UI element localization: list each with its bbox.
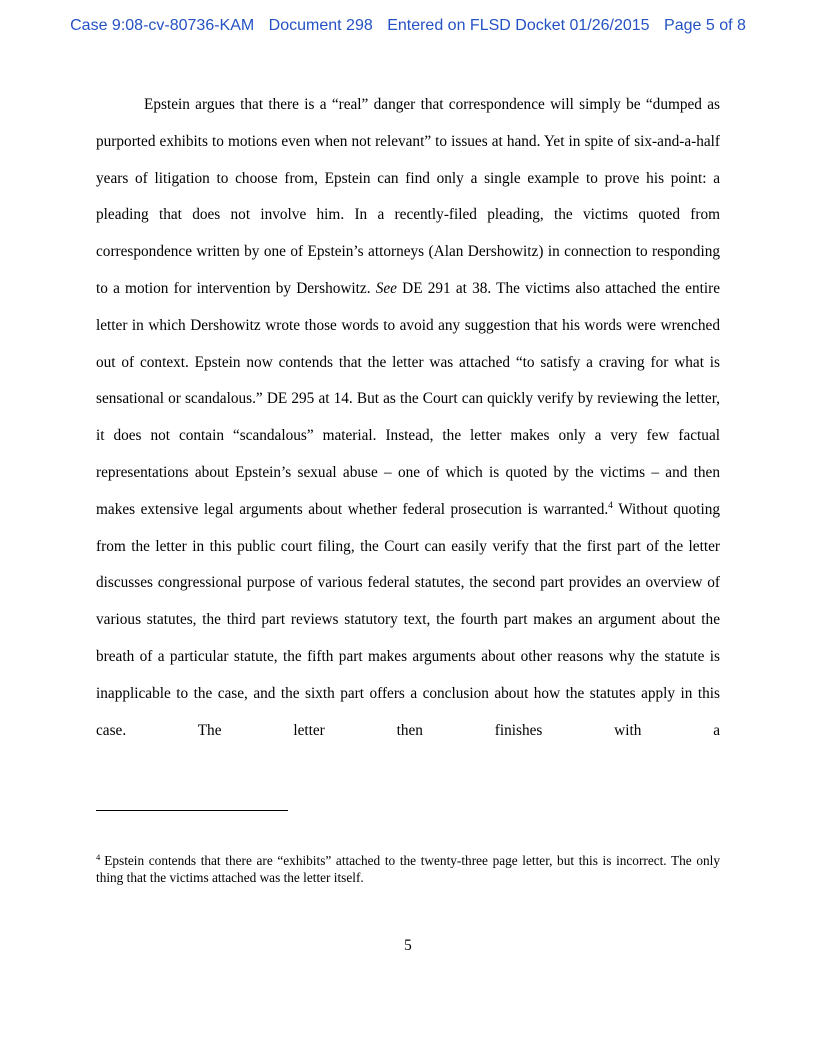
footnote-text: Epstein contends that there are “exhibits” attached to the twenty-three page letter, but this is incorrect. The only thing that the victims attached was the letter itself. [96,853,720,885]
page-number: 5 [404,937,412,954]
body-text-part-1: Epstein argues that there is a “real” danger that correspondence will simply be “dumped as purported exhibits to motions even when not relevant” to issues at hand. Yet in spite of six-and-a-half years of litigation to choose from, Epstein can find only a single example to prove his point: a pleading that does not involve him. In a recently-filed pleading, the victims quoted from correspondence written by one of Epstein’s attorneys (Alan Dershowitz) in connection to responding to a motion for intervention by Dershowitz. [96,96,720,297]
body-text-part-3: Without quoting from the letter in this public court filing, the Court can easily verify that the first part of the letter discusses congressional purpose of various federal statutes, the second part provides an overview of various statutes, the third part reviews statutory text, the fourth part makes an argument about the breath of a particular statute, the fifth part makes arguments about other reasons why the statute is inapplicable to the case, and the sixth part offers a conclusion about how the statutes apply in this case. The letter then finishes with a [96,500,720,739]
footnote-reference[interactable]: 4 [608,500,613,511]
docket-entry-date: Entered on FLSD Docket 01/26/2015 [387,17,650,34]
body-text-part-2: DE 291 at 38. The victims also attached the entire letter in which Dershowitz wrote those words to avoid any suggestion that his words were wrenched out of context. Epstein now contends that the letter was attached “to satisfy a craving for what is sensational or scandalous.” DE 295 at 14. But as the Court can quickly verify by reviewing the letter, it does not contain “scandalous” material. Instead, the letter makes only a very few factual representations about Epstein’s sexual abuse – one of which is quoted by the victims – and then makes extensive legal arguments about whether federal prosecution is warranted. [96,279,720,518]
body-paragraph [96,87,720,749]
document-number: Document 298 [268,17,373,34]
see-citation-signal: See [375,279,397,297]
case-number: Case 9:08-cv-80736-KAM [70,17,255,34]
footnote-number: 4 [96,851,101,862]
footnote-divider [96,810,288,811]
footnote [96,852,720,886]
page-count: Page 5 of 8 [664,17,746,34]
docket-header [0,17,816,35]
